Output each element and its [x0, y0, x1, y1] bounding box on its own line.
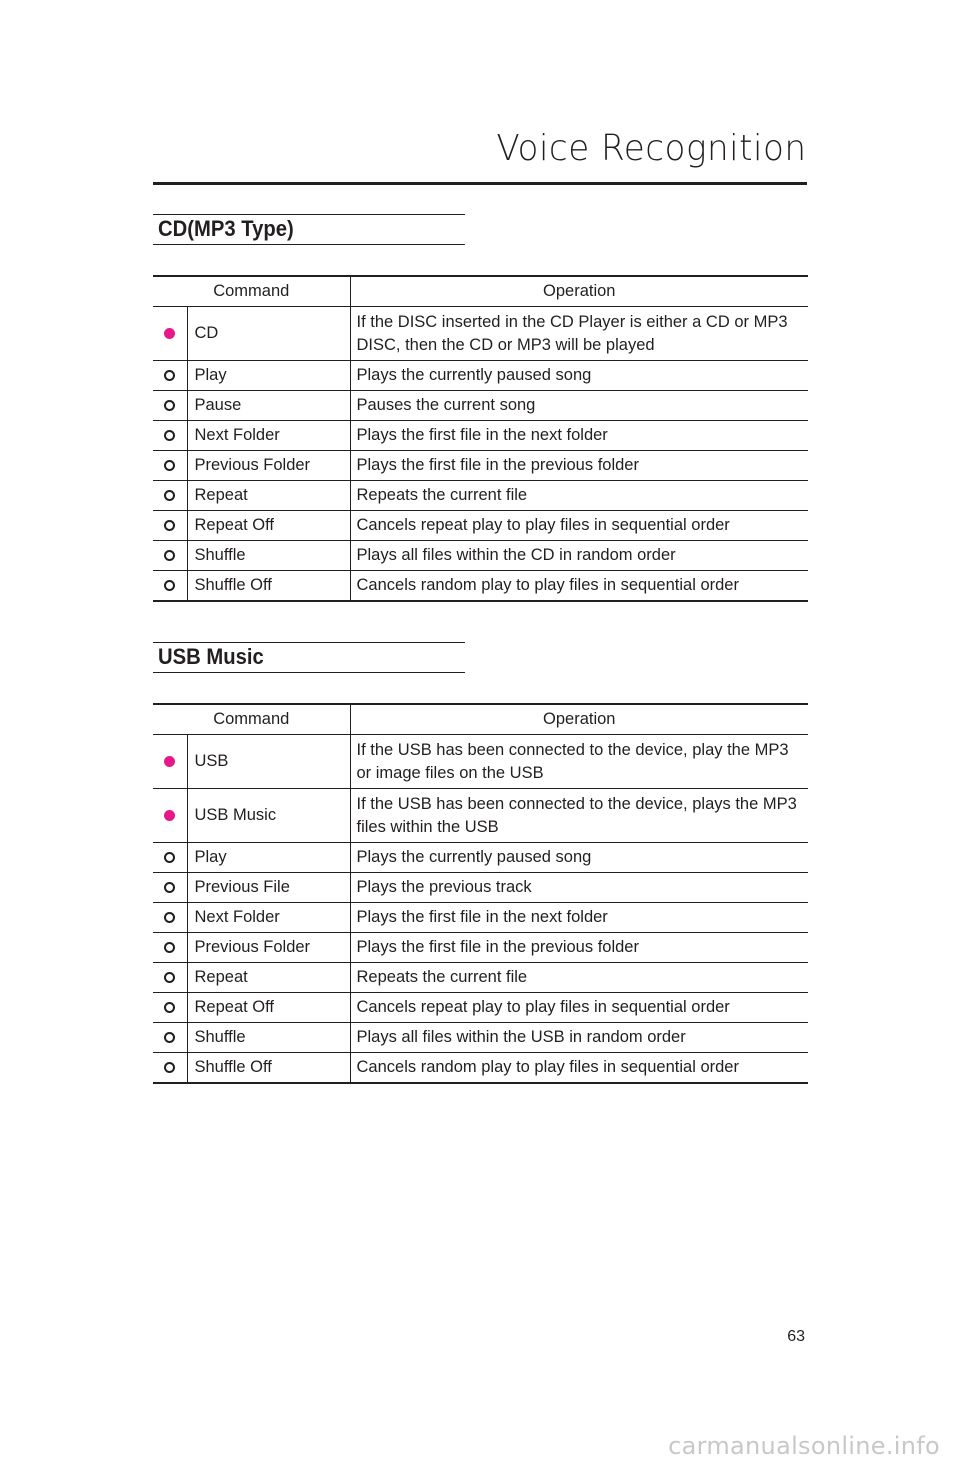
operation-cell: Plays all files within the USB in random order [350, 1023, 808, 1053]
operation-cell: Repeats the current file [350, 963, 808, 993]
filled-bullet-icon [164, 756, 175, 767]
open-bullet-icon [164, 370, 175, 381]
operation-cell: If the USB has been connected to the device, plays the MP3 files within the USB [350, 789, 808, 843]
open-bullet-icon [164, 430, 175, 441]
table-row [153, 933, 808, 963]
section-heading-cd [153, 214, 465, 245]
open-bullet-icon [164, 520, 175, 531]
operation-cell: Plays the currently paused song [350, 361, 808, 391]
command-cell: Next Folder [187, 421, 350, 451]
page-number: 63 [787, 1328, 805, 1345]
section-heading-cd-label: CD(MP3 Type) [158, 216, 294, 241]
table-row [153, 963, 808, 993]
header-rule [153, 182, 807, 185]
section-heading-usb [153, 642, 465, 673]
page-header-title: Voice Recognition [495, 128, 806, 169]
command-cell: CD [187, 307, 350, 361]
table-row [153, 735, 808, 789]
command-cell: Repeat [187, 481, 350, 511]
command-cell: Shuffle [187, 1023, 350, 1053]
column-header-operation: Operation [350, 276, 808, 307]
command-cell: Shuffle [187, 541, 350, 571]
open-bullet-icon [164, 1062, 175, 1073]
command-cell: Previous Folder [187, 933, 350, 963]
operation-cell: Cancels random play to play files in sequential order [350, 1053, 808, 1084]
watermark: carmanualsonline.info [668, 1432, 940, 1460]
table-row [153, 903, 808, 933]
table-row [153, 361, 808, 391]
usb-command-table [153, 703, 808, 1084]
command-cell: USB [187, 735, 350, 789]
table-row [153, 1023, 808, 1053]
table-row [153, 307, 808, 361]
table-row [153, 481, 808, 511]
open-bullet-icon [164, 852, 175, 863]
open-bullet-icon [164, 400, 175, 411]
command-cell: Shuffle Off [187, 571, 350, 602]
open-bullet-icon [164, 550, 175, 561]
command-cell: Pause [187, 391, 350, 421]
open-bullet-icon [164, 942, 175, 953]
column-header-command: Command [153, 276, 350, 307]
table-row [153, 391, 808, 421]
table-row [153, 843, 808, 873]
operation-cell: Cancels repeat play to play files in sequential order [350, 511, 808, 541]
open-bullet-icon [164, 1032, 175, 1043]
table-row [153, 571, 808, 602]
command-cell: USB Music [187, 789, 350, 843]
command-cell: Next Folder [187, 903, 350, 933]
open-bullet-icon [164, 490, 175, 501]
table-row [153, 541, 808, 571]
column-header-command: Command [153, 704, 350, 735]
table-row [153, 451, 808, 481]
command-cell: Play [187, 843, 350, 873]
command-cell: Repeat [187, 963, 350, 993]
operation-cell: Plays the previous track [350, 873, 808, 903]
command-cell: Repeat Off [187, 993, 350, 1023]
operation-cell: Plays all files within the CD in random order [350, 541, 808, 571]
filled-bullet-icon [164, 810, 175, 821]
operation-cell: Plays the currently paused song [350, 843, 808, 873]
operation-cell: Plays the first file in the previous folder [350, 933, 808, 963]
table-row [153, 511, 808, 541]
open-bullet-icon [164, 460, 175, 471]
operation-cell: If the DISC inserted in the CD Player is either a CD or MP3 DISC, then the CD or MP3 will be played [350, 307, 808, 361]
filled-bullet-icon [164, 328, 175, 339]
table-row [153, 993, 808, 1023]
operation-cell: Cancels repeat play to play files in sequential order [350, 993, 808, 1023]
open-bullet-icon [164, 912, 175, 923]
column-header-operation: Operation [350, 704, 808, 735]
table-row [153, 421, 808, 451]
cd-command-table [153, 275, 808, 602]
command-cell: Shuffle Off [187, 1053, 350, 1084]
open-bullet-icon [164, 882, 175, 893]
table-row [153, 1053, 808, 1084]
operation-cell: Cancels random play to play files in sequential order [350, 571, 808, 602]
open-bullet-icon [164, 972, 175, 983]
command-cell: Repeat Off [187, 511, 350, 541]
section-heading-usb-label: USB Music [158, 644, 264, 669]
operation-cell: If the USB has been connected to the device, play the MP3 or image files on the USB [350, 735, 808, 789]
command-cell: Play [187, 361, 350, 391]
open-bullet-icon [164, 580, 175, 591]
operation-cell: Pauses the current song [350, 391, 808, 421]
table-row [153, 789, 808, 843]
operation-cell: Plays the first file in the previous folder [350, 451, 808, 481]
table-row [153, 873, 808, 903]
operation-cell: Plays the first file in the next folder [350, 903, 808, 933]
operation-cell: Plays the first file in the next folder [350, 421, 808, 451]
operation-cell: Repeats the current file [350, 481, 808, 511]
command-cell: Previous File [187, 873, 350, 903]
open-bullet-icon [164, 1002, 175, 1013]
command-cell: Previous Folder [187, 451, 350, 481]
